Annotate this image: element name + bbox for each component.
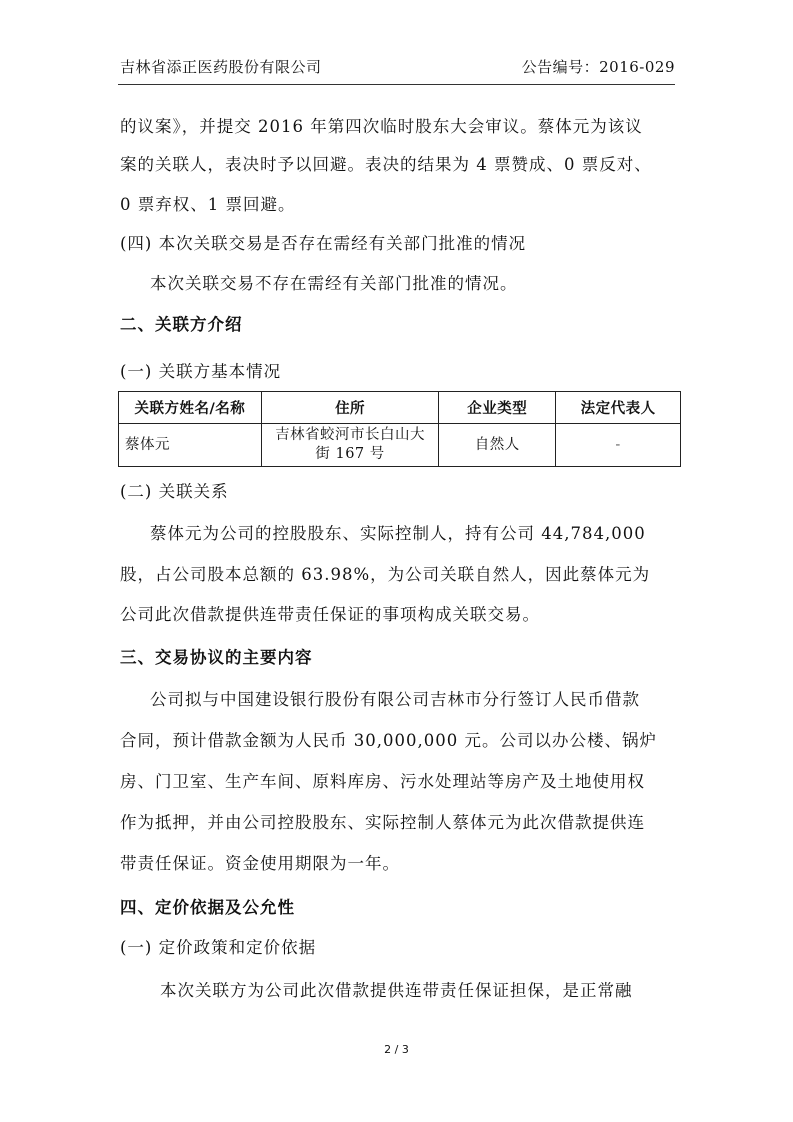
entity-type-cell: 自然人 xyxy=(439,424,556,467)
section-title: 四、定价依据及公允性 xyxy=(120,898,295,917)
address-line: 吉林省蛟河市长白山大 xyxy=(275,427,426,443)
table-header-cell: 法定代表人 xyxy=(556,392,681,424)
paragraph-line: 公司此次借款提供连带责任保证的事项构成关联交易。 xyxy=(120,605,540,624)
subsection-title: (一) 关联方基本情况 xyxy=(120,362,282,381)
company-name: 吉林省添正医药股份有限公司 xyxy=(120,58,322,76)
section-title: 三、交易协议的主要内容 xyxy=(120,648,313,667)
subsection-title: (四) 本次关联交易是否存在需经有关部门批准的情况 xyxy=(120,234,527,253)
table-header-cell: 企业类型 xyxy=(439,392,556,424)
paragraph-line: 带责任保证。资金使用期限为一年。 xyxy=(120,854,400,873)
table-header-cell: 关联方姓名/名称 xyxy=(119,392,262,424)
paragraph-line: 作为抵押，并由公司控股股东、实际控制人蔡体元为此次借款提供连 xyxy=(120,813,645,832)
paragraph-line: 股，占公司股本总额的 63.98%，为公司关联自然人，因此蔡体元为 xyxy=(120,565,651,584)
paragraph-line: 的议案》，并提交 2016 年第四次临时股东大会审议。蔡体元为该议 xyxy=(120,117,643,136)
table-header-row xyxy=(119,392,681,424)
paragraph-line: 本次关联方为公司此次借款提供连带责任保证担保，是正常融 xyxy=(160,981,633,1000)
paragraph-line: 房、门卫室、生产车间、原料库房、污水处理站等房产及土地使用权 xyxy=(120,772,645,791)
paragraph-line: 蔡体元为公司的控股股东、实际控制人，持有公司 44,784,000 xyxy=(150,524,646,543)
subsection-title: (一) 定价政策和定价依据 xyxy=(120,938,317,957)
header-divider xyxy=(118,84,675,85)
section-title: 二、关联方介绍 xyxy=(120,315,243,334)
paragraph-line: 本次关联交易不存在需经有关部门批准的情况。 xyxy=(150,274,518,293)
related-party-table xyxy=(118,391,681,467)
paragraph-line: 案的关联人，表决时予以回避。表决的结果为 4 票赞成、0 票反对、 xyxy=(120,155,652,174)
table-header-cell: 住所 xyxy=(261,392,439,424)
address-cell xyxy=(261,424,439,467)
party-name-cell: 蔡体元 xyxy=(119,424,262,467)
paragraph-line: 0 票弃权、1 票回避。 xyxy=(120,195,296,214)
page-number: 2 / 3 xyxy=(384,1043,409,1056)
announcement-number: 公告编号：2016-029 xyxy=(521,58,675,76)
address-line: 街 167 号 xyxy=(315,446,385,462)
subsection-title: (二) 关联关系 xyxy=(120,482,229,501)
legal-rep-cell: - xyxy=(556,424,681,467)
page-header xyxy=(118,56,675,82)
paragraph-line: 合同，预计借款金额为人民币 30,000,000 元。公司以办公楼、锅炉 xyxy=(120,731,657,750)
table-row xyxy=(119,424,681,467)
paragraph-line: 公司拟与中国建设银行股份有限公司吉林市分行签订人民币借款 xyxy=(150,690,640,709)
